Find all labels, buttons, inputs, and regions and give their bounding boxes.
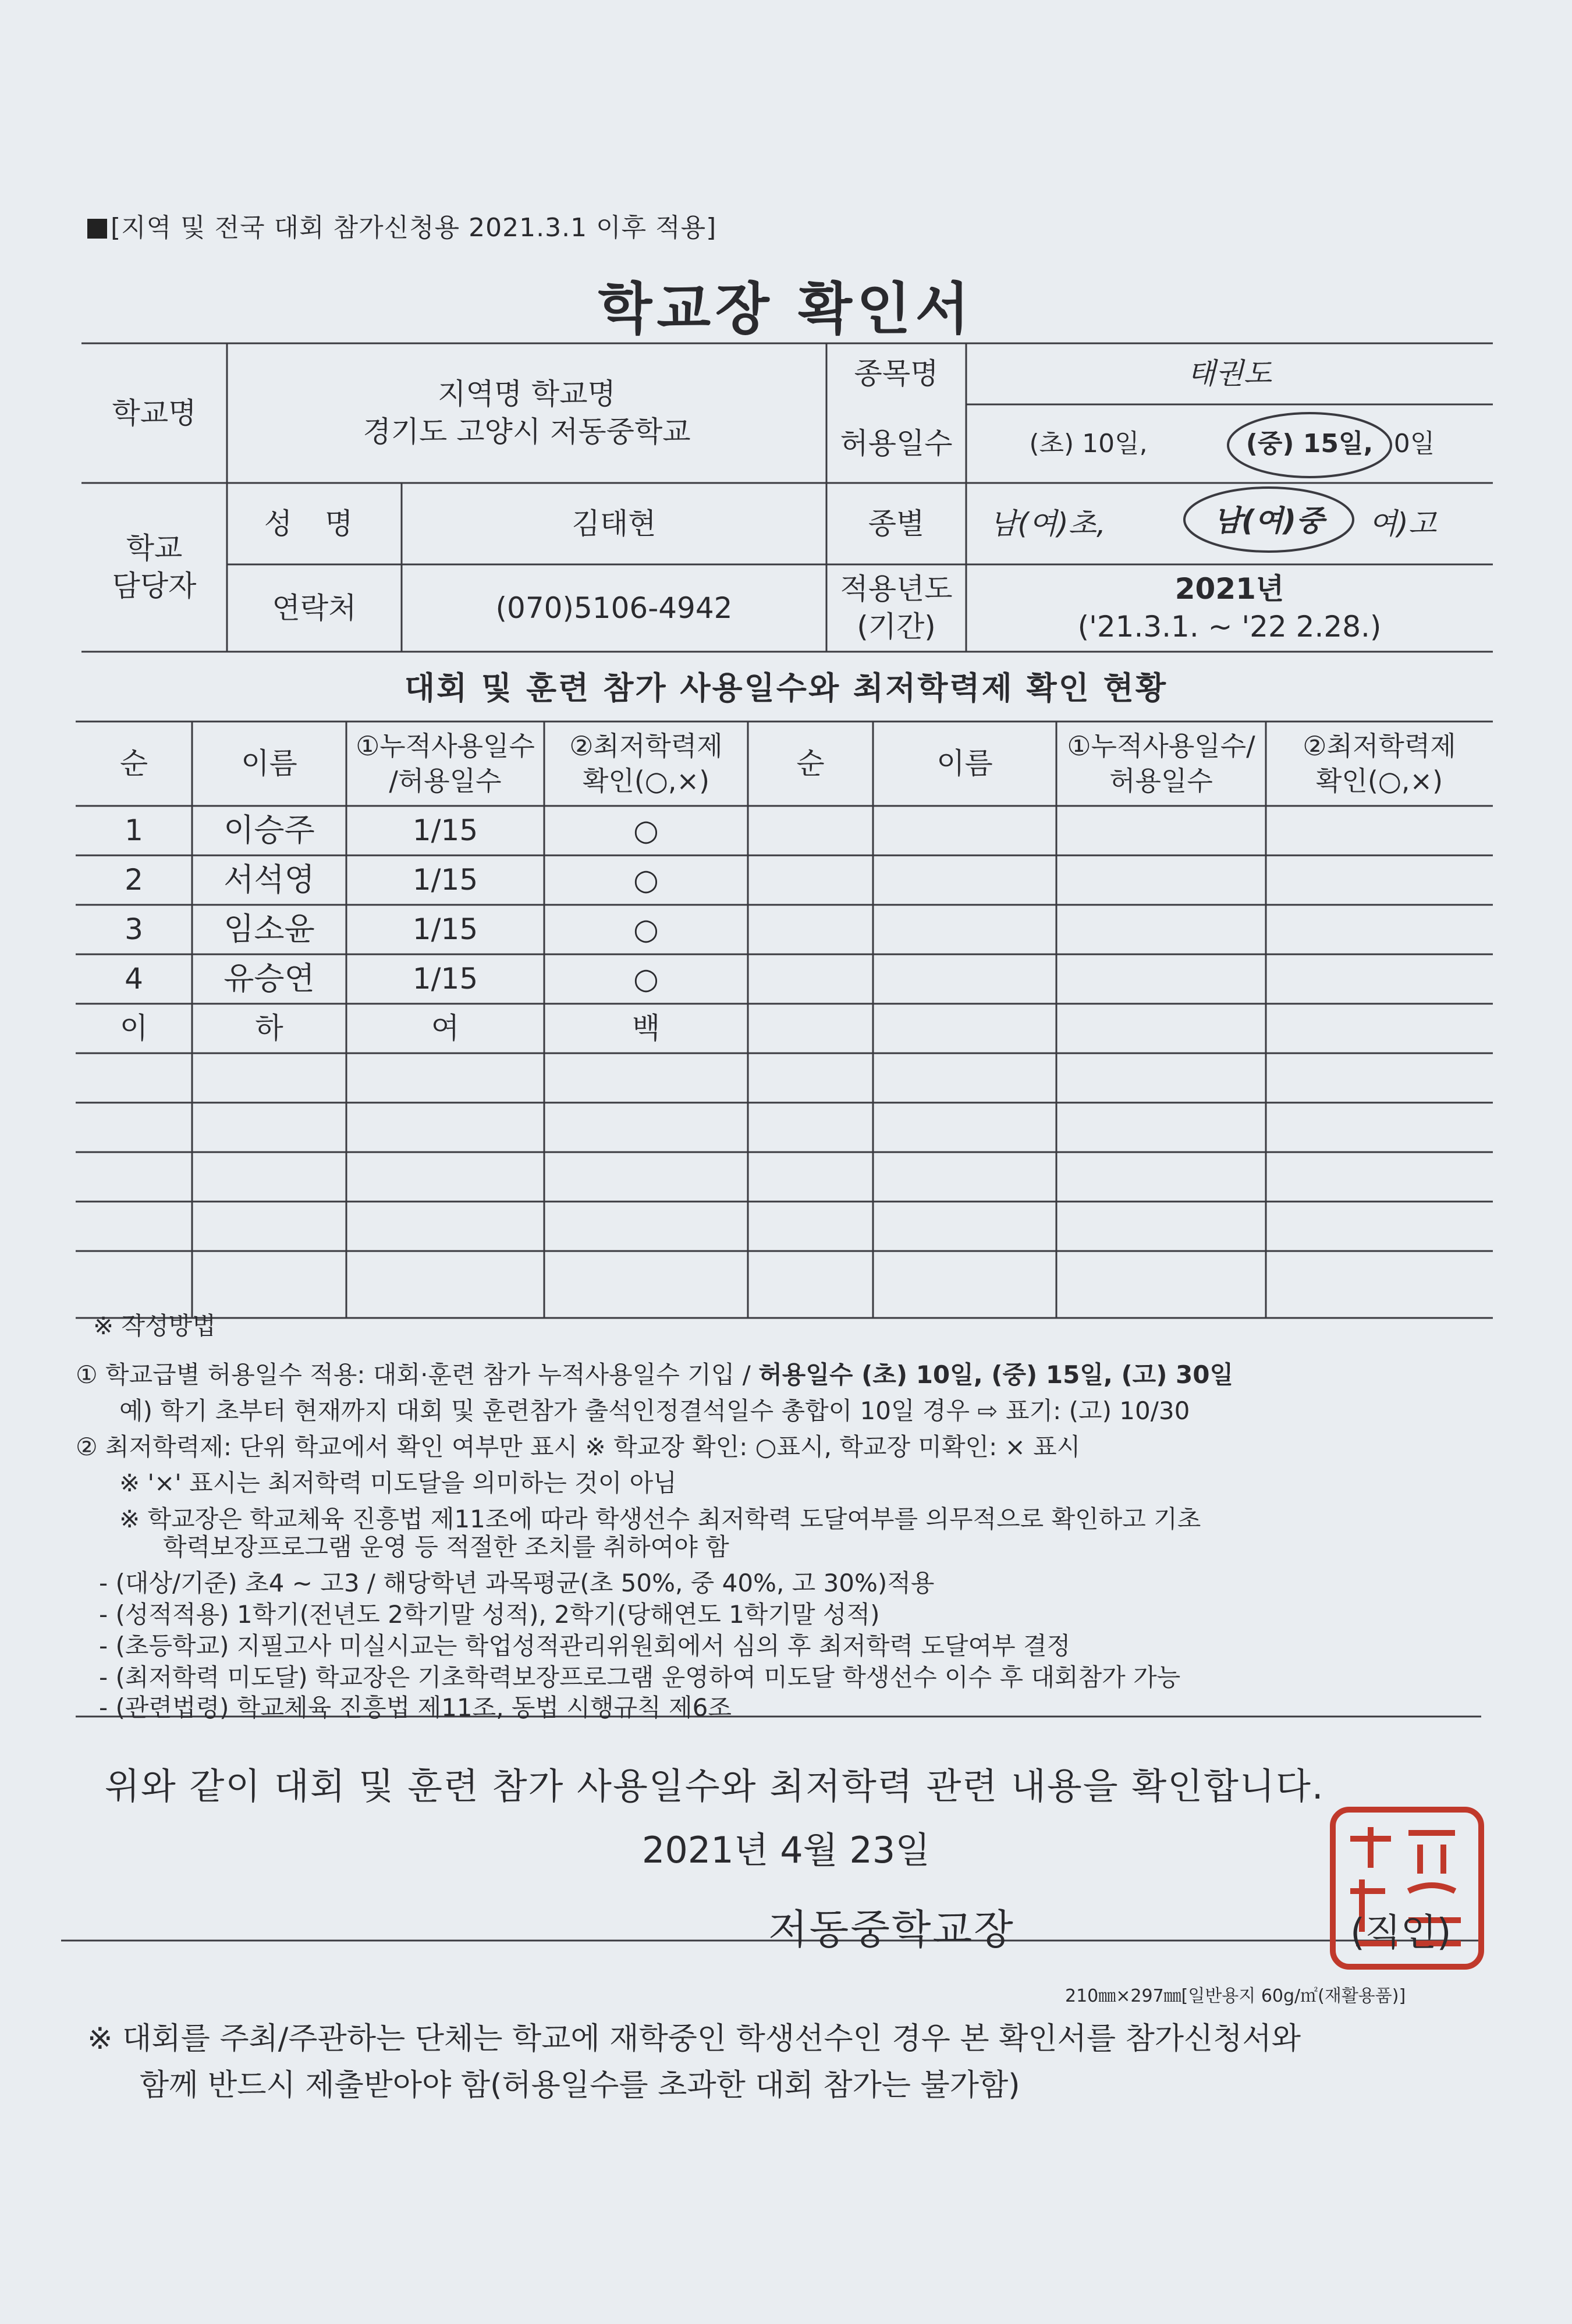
form-usage-note-text: [지역 및 전국 대회 참가신청용 2021.3.1 이후 적용] — [111, 213, 717, 243]
gender-high: 여)고 — [1368, 506, 1437, 541]
seal-mark-text: (직인) — [1350, 1911, 1452, 1955]
row-used: 여 — [431, 1011, 460, 1045]
col-name: 이름 — [241, 747, 297, 780]
row-seq: 1 — [125, 813, 143, 847]
detail-4: - (최저학력 미도달) 학교장은 기초학력보장프로그램 운영하여 미도달 학생선수 이수 후 대회참가 가능 — [99, 1663, 1181, 1692]
col-name-right: 이름 — [936, 747, 993, 780]
year-value: 2021년 — [1174, 572, 1284, 606]
row-check: ○ — [633, 813, 659, 847]
school-name: 경기도 고양시 저동중학교 — [363, 415, 691, 449]
col-min-right-line2: 확인(○,×) — [1315, 765, 1443, 797]
row-check: 백 — [631, 1011, 661, 1045]
row-name: 임소윤 — [223, 911, 315, 948]
note-1-example: 예) 학기 초부터 현재까지 대회 및 훈련참가 출석인정결석일수 총합이 10일 경우 ⇨ 표기: (고) 10/30 — [119, 1396, 1190, 1425]
detail-1: - (대상/기준) 초4 ~ 고3 / 해당학년 과목평균(초 50%, 중 40%, 고 30%)적용 — [99, 1569, 935, 1597]
note-1-text: ① 학교급별 허용일수 적용: 대회·훈련 참가 누적사용일수 기입 / — [76, 1360, 759, 1389]
staff-label-line2: 담당자 — [112, 569, 197, 603]
contact-value: (070)5106-4942 — [495, 591, 733, 625]
col-min-line1: ②최저학력제 — [569, 730, 723, 762]
instructions-heading: ※ 작성방법 — [93, 1312, 216, 1340]
staff-label-line1: 학교 — [126, 531, 183, 565]
row-check: ○ — [633, 912, 659, 946]
row-seq: 이 — [119, 1011, 148, 1045]
footer-line-1: ※ 대회를 주최/주관하는 단체는 학교에 재학중인 학생선수인 경우 본 확인서를 참가신청서와 — [87, 2021, 1301, 2056]
detail-5: - (관련법령) 학교체육 진흥법 제11조, 동법 시행규칙 제6조 — [99, 1693, 732, 1722]
col-used-line1: ①누적사용일수 — [356, 730, 535, 762]
row-seq: 2 — [125, 863, 143, 897]
row-used: 1/15 — [412, 863, 478, 897]
gender-elem: 남(여)초, — [989, 506, 1106, 541]
event-label: 종목명 — [854, 357, 939, 390]
confirmation-statement: 위와 같이 대회 및 훈련 참가 사용일수와 최저학력 관련 내용을 확인합니다. — [105, 1765, 1325, 1807]
col-min — [544, 722, 748, 806]
allow-days-label: 허용일수 — [840, 427, 953, 460]
note-4: ※ 학교장은 학교체육 진흥법 제11조에 따라 학생선수 최저학력 도달여부를 의무적으로 확인하고 기초 — [119, 1505, 1201, 1533]
name-label: 성 명 — [264, 506, 365, 541]
staff-name: 김태현 — [572, 506, 657, 541]
note-3: ※ '×' 표시는 최저학력 미도달을 의미하는 것이 아님 — [119, 1469, 677, 1497]
row-check: ○ — [633, 863, 659, 897]
row-name: 유승연 — [223, 960, 315, 997]
year-label — [826, 564, 966, 652]
col-min-line2: 확인(○,×) — [582, 765, 710, 797]
school-label: 학교명 — [112, 396, 197, 430]
row-used: 1/15 — [412, 813, 478, 847]
gender-mid: 남(여)중 — [1213, 503, 1325, 538]
row-name: 이승주 — [223, 812, 315, 849]
row-name: 서석영 — [223, 861, 315, 898]
issue-date: 2021년 4월 23일 — [641, 1829, 931, 1871]
detail-3: - (초등학교) 지필고사 미실시교는 학업성적관리위원회에서 심의 후 최저학력 도달여부 결정 — [99, 1632, 1071, 1660]
contact-label: 연락처 — [272, 591, 357, 625]
gender-label: 종별 — [868, 506, 925, 541]
school-cell — [227, 355, 826, 471]
staff-label — [81, 483, 227, 652]
year-label-line2: (기간) — [857, 610, 936, 644]
footer-line-2: 함께 반드시 제출받아야 함(허용일수를 초과한 대회 참가는 불가함) — [140, 2068, 1020, 2103]
row-seq: 4 — [125, 962, 143, 996]
allow-days-mid: (중) 15일, — [1245, 428, 1374, 459]
row-used: 1/15 — [412, 912, 478, 946]
note-1-bold: 허용일수 (초) 10일, (중) 15일, (고) 30일 — [758, 1360, 1234, 1389]
note-2: ② 최저학력제: 단위 학교에서 확인 여부만 표시 ※ 학교장 확인: ○표시, 학교장 미확인: × 표시 — [76, 1433, 1081, 1461]
allow-days-high: 0일 — [1393, 428, 1435, 459]
document-title: 학교장 확인서 — [598, 276, 974, 342]
principal-title: 저동중학교장 — [768, 1906, 1015, 1953]
event-value: 태권도 — [1187, 357, 1272, 390]
allow-days-elem: (초) 10일, — [1029, 428, 1148, 459]
row-used: 1/15 — [412, 962, 478, 996]
year-period: ('21.3.1. ~ '22 2.28.) — [1077, 610, 1382, 644]
section-title: 대회 및 훈련 참가 사용일수와 최저학력제 확인 현황 — [404, 670, 1168, 706]
paper-spec: 210㎜×297㎜[일반용지 60g/㎡(재활용품)] — [1065, 1986, 1406, 2006]
col-used-right-line1: ①누적사용일수/ — [1067, 730, 1255, 762]
row-seq: 3 — [125, 912, 143, 946]
detail-2: - (성적적용) 1학기(전년도 2학기말 성적), 2학기(당해연도 1학기말 성적) — [99, 1600, 880, 1629]
col-used-right — [1056, 722, 1266, 806]
col-min-right-line1: ②최저학력제 — [1303, 730, 1456, 762]
col-used — [346, 722, 544, 806]
year-label-line1: 적용년도 — [840, 572, 953, 606]
row-check: ○ — [633, 962, 659, 996]
col-used-line2: /허용일수 — [389, 765, 502, 797]
school-sub-label: 지역명 학교명 — [438, 377, 616, 411]
note-4-cont: 학력보장프로그램 운영 등 적절한 조치를 취하여야 함 — [163, 1533, 729, 1561]
col-seq-right: 순 — [796, 747, 825, 780]
note-1 — [76, 1357, 1233, 1393]
col-seq: 순 — [119, 747, 148, 780]
row-name: 하 — [255, 1011, 283, 1045]
year-cell — [966, 564, 1493, 652]
col-min-right — [1266, 722, 1493, 806]
col-used-right-line2: 허용일수 — [1109, 765, 1213, 797]
